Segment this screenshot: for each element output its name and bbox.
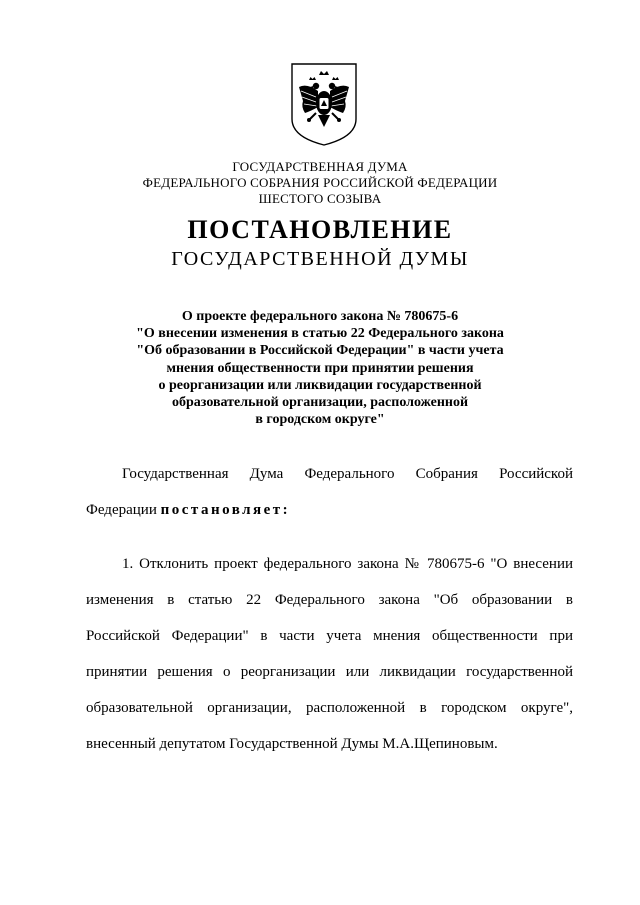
document-subtitle: ГОСУДАРСТВЕННОЙ ДУМЫ	[171, 248, 469, 270]
preamble-line-1: Государственная Дума Федерального Собрания Российской	[122, 466, 573, 482]
subject-line: "Об образовании в Российской Федерации" в части учета	[136, 343, 504, 359]
clause-line: образовательной организации, расположенной в городском округе",	[86, 700, 573, 716]
subject-line: образовательной организации, расположенной	[171, 395, 469, 411]
resolution-subject	[0, 308, 640, 428]
resolves-keyword: постановляет:	[160, 502, 291, 518]
org-line-duma: ГОСУДАРСТВЕННАЯ ДУМА	[232, 159, 408, 174]
preamble-line-2	[86, 501, 573, 519]
clause-line: внесенный депутатом Государственной Думы М.А.Щепиновым.	[86, 736, 498, 752]
preamble-federation-text: Федерации	[86, 502, 161, 518]
clause-line: 1. Отклонить проект федерального закона № 780675-6 "О внесении	[122, 556, 573, 572]
clause-line: Российской Федерации" в части учета мнения общественности при	[86, 628, 573, 644]
org-line-convocation: ШЕСТОГО СОЗЫВА	[258, 191, 382, 206]
document-title: ПОСТАНОВЛЕНИЕ	[187, 215, 453, 244]
org-line-federal-assembly: ФЕДЕРАЛЬНОГО СОБРАНИЯ РОССИЙСКОЙ ФЕДЕРАЦИИ	[142, 175, 498, 190]
subject-line: в городском округе"	[255, 412, 385, 428]
subject-line: мнения общественности при принятии решения	[166, 360, 474, 376]
subject-line: О проекте федерального закона № 780675-6	[181, 309, 459, 324]
subject-line: "О внесении изменения в статью 22 Федерального закона	[136, 326, 504, 342]
clause-line: изменения в статью 22 Федерального закона "Об образовании в	[86, 592, 573, 608]
russian-coat-of-arms-icon	[289, 61, 359, 147]
clause-line: принятии решения о реорганизации или ликвидации государственной	[86, 664, 573, 680]
subject-line: о реорганизации или ликвидации государственной	[158, 377, 482, 393]
